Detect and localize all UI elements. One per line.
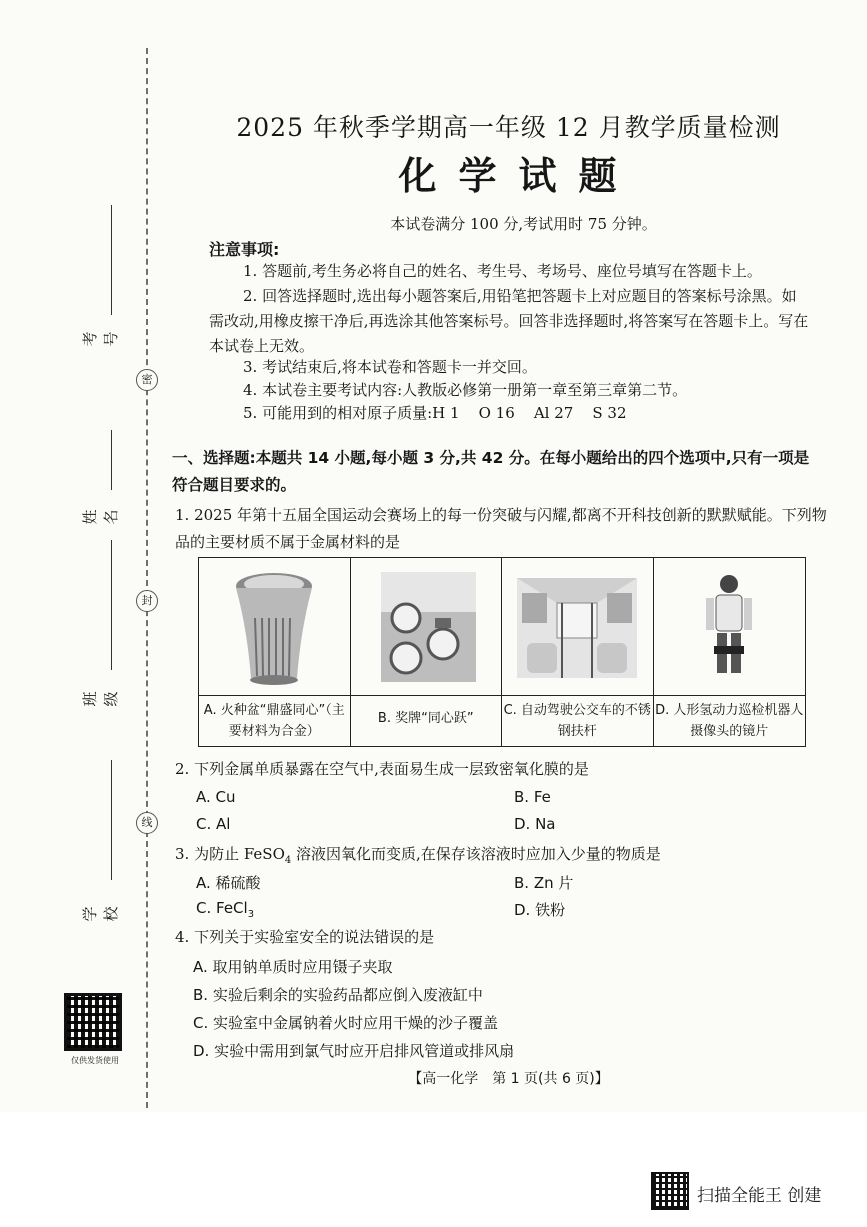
exam-meta: 本试卷满分 100 分,考试用时 75 分钟。 xyxy=(390,215,657,233)
question-4-option-c: C. 实验室中金属钠着火时应用干燥的沙子覆盖 xyxy=(193,1014,499,1032)
question-3-stem-after: 溶液因氧化而变质,在保存该溶液时应加入少量的物质是 xyxy=(291,845,661,863)
question-3-stem-before: 3. 为防止 FeSO xyxy=(175,845,285,863)
question-2-option-c: C. Al xyxy=(196,815,231,833)
name-line xyxy=(111,430,112,490)
seal-mark-feng: 封 xyxy=(136,590,158,612)
question-1-image-table xyxy=(198,557,806,747)
name-label: 姓名 xyxy=(81,509,120,525)
question-2-option-a: A. Cu xyxy=(196,788,236,806)
robot-image xyxy=(654,558,806,696)
question-3-stem xyxy=(175,841,835,874)
fire-basin-image xyxy=(199,558,351,696)
notice-item: 1. 答题前,考生务必将自己的姓名、考生号、考场号、座位号填写在答题卡上。 xyxy=(243,262,762,280)
question-3-option-a: A. 稀硫酸 xyxy=(196,874,261,892)
question-4-stem: 4. 下列关于实验室安全的说法错误的是 xyxy=(175,928,435,946)
class-label: 班级 xyxy=(81,691,120,707)
question-1-stem: 1. 2025 年第十五届全国运动会赛场上的每一份突破与闪耀,都离不开科技创新的默默赋能。下列物品的主要材质不属于金属材料的是 xyxy=(175,506,827,551)
question-4-option-a: A. 取用钠单质时应用镊子夹取 xyxy=(193,958,393,976)
option-b-caption: B. 奖牌“同心跃” xyxy=(351,696,503,746)
scan-margin xyxy=(0,1112,867,1227)
scanner-qr-icon xyxy=(651,1172,689,1210)
section-heading: 一、选择题:本题共 14 小题,每小题 3 分,共 42 分。在每小题给出的四个选项中,只有一项是符合题目要求的。 xyxy=(172,449,810,494)
exam-number-label: 考号 xyxy=(81,331,120,347)
question-3-subscript: 4 xyxy=(284,855,292,866)
option-c-caption: C. 自动驾驶公交车的不锈钢扶杆 xyxy=(502,696,654,746)
school-label: 学校 xyxy=(81,906,120,922)
notice-item: 4. 本试卷主要考试内容:人教版必修第一册第一章至第三章第二节。 xyxy=(243,381,688,399)
question-2-option-b: B. Fe xyxy=(514,788,551,806)
qr-caption: 仅供发货使用 xyxy=(71,1056,119,1065)
seal-mark-mi: 密 xyxy=(136,369,158,391)
page-footer: 【高一化学 第 1 页(共 6 页)】 xyxy=(408,1071,609,1087)
question-3-option-c xyxy=(196,899,254,920)
binding-dashed-line xyxy=(146,48,148,1108)
question-4-option-b: B. 实验后剩余的实验药品都应倒入废液缸中 xyxy=(193,986,483,1004)
qr-code-icon xyxy=(64,993,122,1051)
question-3-option-c-text: C. FeCl xyxy=(196,899,248,917)
exam-title: 2025 年秋季学期高一年级 12 月教学质量检测 xyxy=(236,113,781,142)
notice-heading: 注意事项: xyxy=(209,240,280,259)
option-a-caption: A. 火种盆“鼎盛同心”（主要材料为合金） xyxy=(199,696,351,746)
notice-item: 3. 考试结束后,将本试卷和答题卡一并交回。 xyxy=(243,358,537,376)
question-3-option-c-subscript: 3 xyxy=(247,909,255,920)
scanner-watermark: 扫描全能王 创建 xyxy=(697,1186,822,1206)
bus-interior-image xyxy=(502,558,654,696)
school-line xyxy=(111,760,112,880)
question-2-stem: 2. 下列金属单质暴露在空气中,表面易生成一层致密氧化膜的是 xyxy=(175,760,589,778)
option-d-caption: D. 人形氢动力巡检机器人摄像头的镜片 xyxy=(655,703,804,739)
seal-mark-xian: 线 xyxy=(136,812,158,834)
question-2-option-d: D. Na xyxy=(514,815,556,833)
class-line xyxy=(111,540,112,670)
question-4-option-d: D. 实验中需用到氯气时应开启排风管道或排风扇 xyxy=(193,1042,515,1060)
question-3-option-d: D. 铁粉 xyxy=(514,901,566,919)
notice-item: 2. 回答选择题时,选出每小题答案后,用铅笔把答题卡上对应题目的答案标号涂黑。如需改动,用橡皮擦干净后,再选涂其他答案标号。回答非选择题时,将答案写在答题卡上。写在本试卷上无效。 xyxy=(209,287,809,355)
subject-title: 化学试题 xyxy=(398,153,639,198)
notice-item: 5. 可能用到的相对原子质量:H 1 O 16 Al 27 S 32 xyxy=(243,404,627,422)
medal-image xyxy=(351,558,503,696)
question-3-option-b: B. Zn 片 xyxy=(514,874,574,892)
